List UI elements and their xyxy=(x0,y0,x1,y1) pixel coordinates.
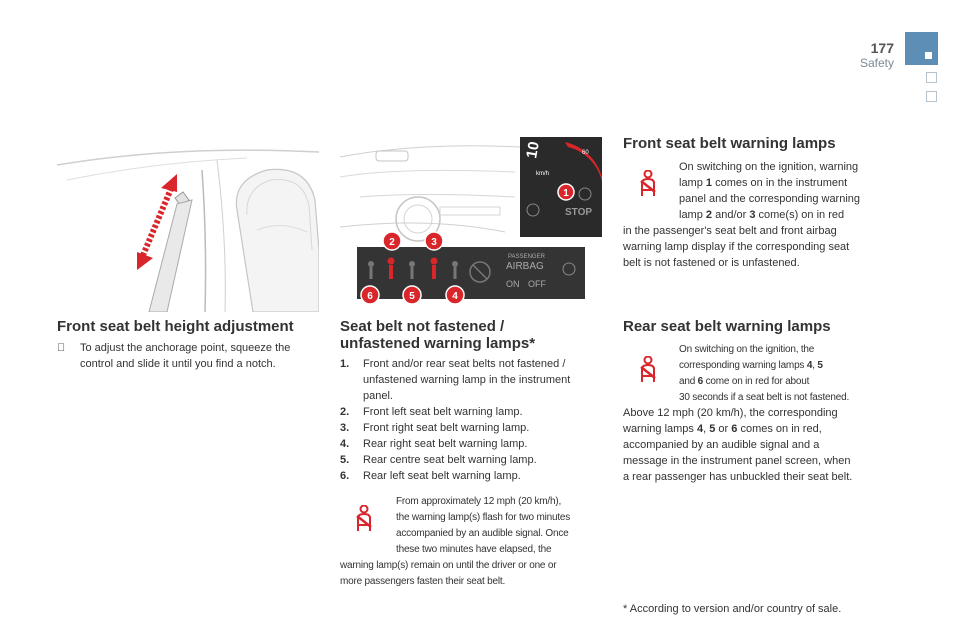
svg-text:5: 5 xyxy=(409,291,415,302)
flash-note-continued: warning lamp(s) remain on until the driver or one or more passengers fasten their seat belt. xyxy=(340,560,557,587)
callout-5 xyxy=(403,286,421,304)
list-item: 3. Front right seat belt warning lamp. xyxy=(340,422,530,434)
callout-4 xyxy=(446,286,464,304)
footnote: * According to version and/or country of sale. xyxy=(623,603,842,615)
svg-text:6: 6 xyxy=(367,291,373,302)
tab-marker xyxy=(925,52,932,59)
speed-60-label: 60 xyxy=(582,150,589,156)
list-item: 2. Front left seat belt warning lamp. xyxy=(340,406,523,418)
tab-box-1 xyxy=(926,72,937,83)
callout-3 xyxy=(425,232,443,250)
callout-1 xyxy=(558,184,574,200)
front-warning-text-continued: in the passenger's seat belt and front airbag warning lamp display if the corresponding seat belt is not fastened or is unfastened. xyxy=(623,225,850,269)
tab-box-2 xyxy=(926,91,937,102)
svg-text:3: 3 xyxy=(431,237,437,248)
height-adjustment-text xyxy=(57,340,322,372)
svg-text:1: 1 xyxy=(563,188,569,199)
svg-text:2: 2 xyxy=(389,237,395,248)
rear-warning-title: Rear seat belt warning lamps xyxy=(623,318,831,335)
seat-belt-warning-icon xyxy=(352,505,376,533)
seat-belt-warning-icon xyxy=(636,356,660,384)
rear-warning-text: On switching on the ignition, the corresponding warning lamps 4, 5 and 6 come on in red for about 30 seconds if a seat belt is not fastened. xyxy=(679,344,850,403)
seat-belt-height-illustration xyxy=(57,140,319,312)
list-item: 1. Front and/or rear seat belts not fastened / unfastened warning lamp in the instrument panel. xyxy=(340,358,571,402)
seat-belt-warning-icon xyxy=(636,170,660,198)
height-adjustment-title: Front seat belt height adjustment xyxy=(57,318,294,335)
section-tab xyxy=(905,32,938,65)
on-label: ON xyxy=(506,279,520,289)
speed-10-label: 10 xyxy=(523,140,543,160)
svg-text:4: 4 xyxy=(452,291,458,302)
front-warning-text: On switching on the ignition, warning lamp 1 comes on in the instrument panel and the corresponding warning lamp 2 and/or 3 come(s) on in red xyxy=(679,161,861,221)
not-fastened-title xyxy=(340,318,600,352)
list-item: 4. Rear right seat belt warning lamp. xyxy=(340,438,528,450)
speed-unit-label: km/h xyxy=(536,171,550,177)
section-label: Safety xyxy=(859,56,894,70)
callout-6 xyxy=(361,286,379,304)
bullet-icon xyxy=(57,340,80,372)
passenger-label: PASSENGER xyxy=(508,254,545,260)
front-warning-title: Front seat belt warning lamps xyxy=(623,135,836,152)
height-text-line: control and slide it until you find a notch. xyxy=(80,358,276,370)
airbag-label: AIRBAG xyxy=(506,261,544,272)
page-number: 177 xyxy=(870,40,894,56)
rear-warning-text-continued: Above 12 mph (20 km/h), the corresponding warning lamps 4, 5 or 6 comes on in red, accompanied by an audible signal and a message in the instrument panel screen, when a rear passenger has unbuckled their seat belt. xyxy=(623,407,853,483)
callout-2 xyxy=(383,232,401,250)
stop-label: STOP xyxy=(565,207,593,218)
off-label: OFF xyxy=(528,279,546,289)
warning-lamp-list xyxy=(340,356,605,484)
dashboard-illustration xyxy=(340,137,602,307)
list-item: 6. Rear left seat belt warning lamp. xyxy=(340,470,521,482)
height-text-line: To adjust the anchorage point, squeeze the xyxy=(80,342,291,354)
title-line: unfastened warning lamps* xyxy=(340,335,536,352)
title-line: Seat belt not fastened / xyxy=(340,318,505,335)
flash-note: From approximately 12 mph (20 km/h), the warning lamp(s) flash for two minutes accompanied by an audible signal. Once these two minutes have elapsed, the xyxy=(396,496,571,555)
list-item: 5. Rear centre seat belt warning lamp. xyxy=(340,454,537,466)
